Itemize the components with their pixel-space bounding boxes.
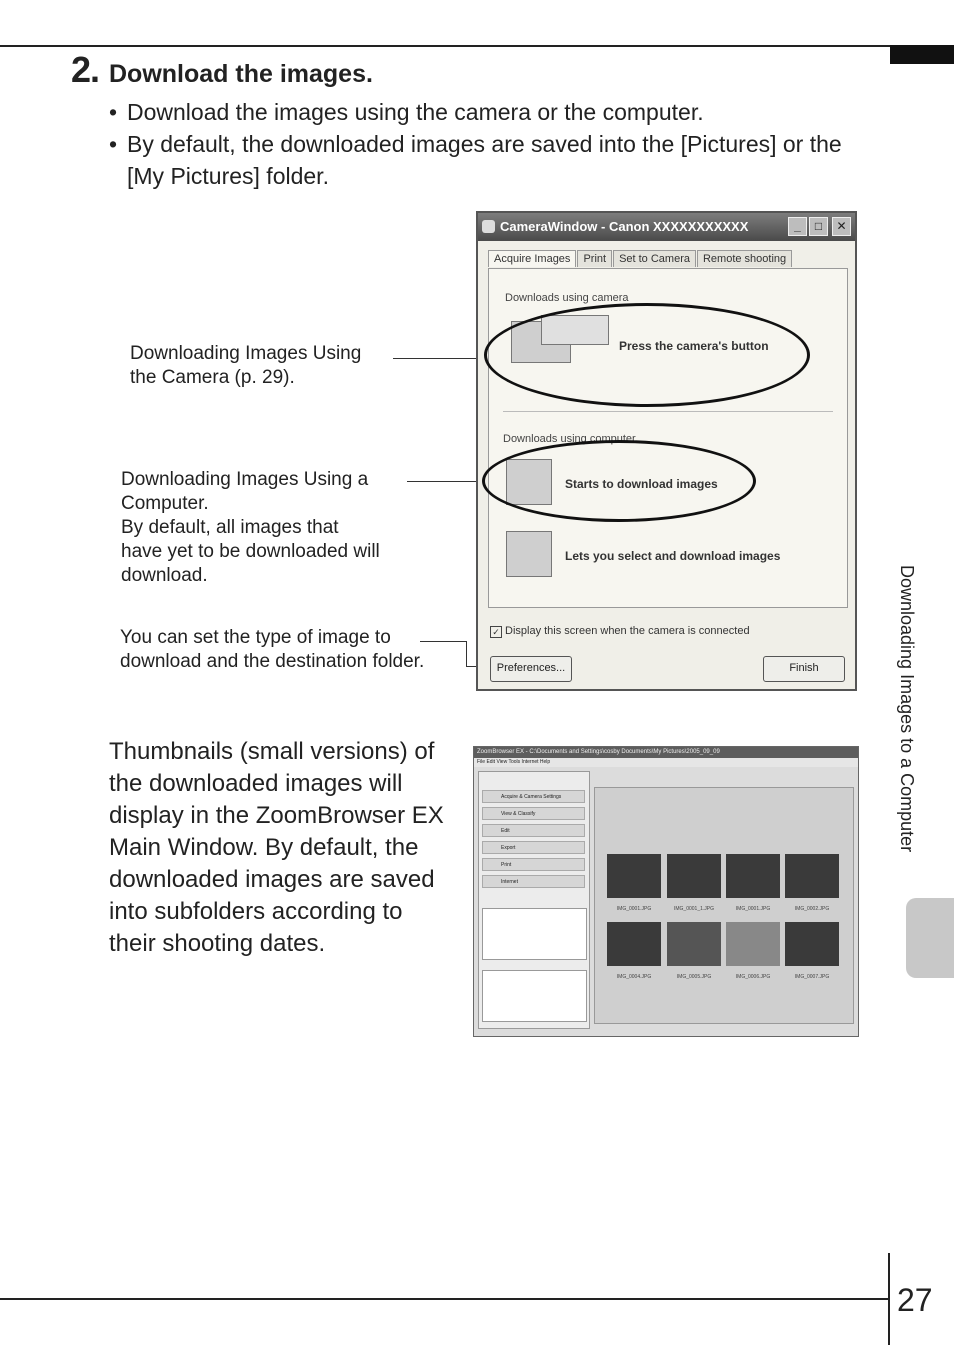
bottom-rule <box>0 1298 890 1300</box>
bullet-item: • By default, the downloaded images are saved into the [Pictures] or the [My Pictures] folder. <box>109 131 842 189</box>
thumbnail[interactable] <box>607 854 661 898</box>
thumbnail-label: IMG_0002.JPG <box>794 906 830 912</box>
task-item[interactable]: Edit <box>482 824 585 837</box>
checkbox-checked-icon[interactable]: ✓ <box>490 626 502 638</box>
thumbnail[interactable] <box>726 922 780 966</box>
thumbnail[interactable] <box>607 922 661 966</box>
callout-line <box>407 481 484 482</box>
minimize-icon[interactable]: _ <box>788 217 807 236</box>
window-title-bar <box>478 213 855 241</box>
close-icon[interactable]: ✕ <box>832 217 851 236</box>
tab-print[interactable]: Print <box>577 250 612 267</box>
zoombrowser-window <box>473 746 859 1037</box>
top-rule <box>0 45 890 47</box>
checkbox-label: Display this screen when the camera is connected <box>505 625 750 637</box>
zoombrowser-thumbnail-area <box>594 787 854 1024</box>
callout-preferences: You can set the type of image to download and the destination folder. <box>120 627 425 672</box>
callout-computer: Downloading Images Using a Computer. By default, all images that have yet to be downloaded will download. <box>121 469 380 586</box>
callout-line <box>393 358 485 359</box>
action-select-download[interactable]: Lets you select and download images <box>565 549 781 563</box>
task-item[interactable]: View & Classify <box>482 807 585 820</box>
highlight-ellipse <box>484 303 810 407</box>
tab-remote-shooting[interactable]: Remote shooting <box>697 250 792 267</box>
section-tab-marker <box>890 45 954 64</box>
task-item[interactable]: Export <box>482 841 585 854</box>
thumbnail-label: IMG_0005.JPG <box>676 974 712 980</box>
thumbnail-label: IMG_0006.JPG <box>735 974 771 980</box>
bullet-item: • Download the images using the camera or the computer. <box>109 99 704 125</box>
callout-camera: Downloading Images Using the Camera (p. 29). <box>130 343 362 388</box>
divider <box>503 411 833 412</box>
highlight-ellipse <box>482 440 756 522</box>
chapter-side-label: Downloading Images to a Computer <box>897 565 917 853</box>
page-number-rule <box>888 1253 890 1345</box>
tab-bar <box>488 249 793 269</box>
section-camera-label: Downloads using camera <box>505 292 629 304</box>
tab-set-to-camera[interactable]: Set to Camera <box>613 250 696 267</box>
thumbnail[interactable] <box>785 854 839 898</box>
zoombrowser-menu: File Edit View Tools Internet Help <box>474 758 858 767</box>
section-computer-label: Downloads using computer <box>503 433 636 445</box>
step-number: 2. <box>71 49 100 90</box>
thumbnail[interactable] <box>785 922 839 966</box>
action-start-download[interactable]: Starts to download images <box>565 477 718 491</box>
task-item[interactable]: Acquire & Camera Settings <box>482 790 585 803</box>
callout-computer-note: By default, all images that have yet to be downloaded will download. <box>121 517 380 586</box>
thumbnail-label: IMG_0001_1.JPG <box>673 906 715 912</box>
folder-tree[interactable] <box>482 908 587 960</box>
thumbnail-label: IMG_0007.JPG <box>794 974 830 980</box>
camera-app-icon <box>482 220 495 233</box>
callout-line <box>466 641 467 667</box>
window-title: CameraWindow - Canon XXXXXXXXXXX <box>500 219 749 234</box>
task-item[interactable]: Internet <box>482 875 585 888</box>
zoombrowser-title: ZoomBrowser EX - C:\Documents and Settings\cosby Documents\My Pictures\2005_09_09 <box>474 747 858 758</box>
zoombrowser-description: Thumbnails (small versions) of the downloaded images will display in the ZoomBrowser EX Main Window. By default, the downloaded images are saved into subfolders according to their shooting dates. <box>109 738 444 957</box>
page-number: 27 <box>897 1282 933 1318</box>
favorite-folders[interactable] <box>482 970 587 1022</box>
finish-button[interactable]: Finish <box>763 656 845 682</box>
action-camera-button[interactable]: Press the camera's button <box>619 339 769 353</box>
thumbnail-label: IMG_0001.JPG <box>616 906 652 912</box>
zoombrowser-task-panel <box>478 771 590 1029</box>
thumbnail[interactable] <box>667 854 721 898</box>
thumbnail-label: IMG_0004.JPG <box>616 974 652 980</box>
thumbnail-label: IMG_0001.JPG <box>735 906 771 912</box>
step-title: Download the images. <box>109 60 373 88</box>
task-item[interactable]: Print <box>482 858 585 871</box>
select-download-icon[interactable] <box>506 531 552 577</box>
maximize-icon[interactable]: □ <box>809 217 828 236</box>
thumbnail[interactable] <box>667 922 721 966</box>
tab-acquire-images[interactable]: Acquire Images <box>488 250 576 267</box>
display-screen-checkbox-row[interactable] <box>490 625 750 638</box>
callout-line <box>420 641 467 642</box>
preferences-button[interactable]: Preferences... <box>490 656 572 682</box>
thumbnail[interactable] <box>726 854 780 898</box>
chapter-tab <box>906 898 954 978</box>
